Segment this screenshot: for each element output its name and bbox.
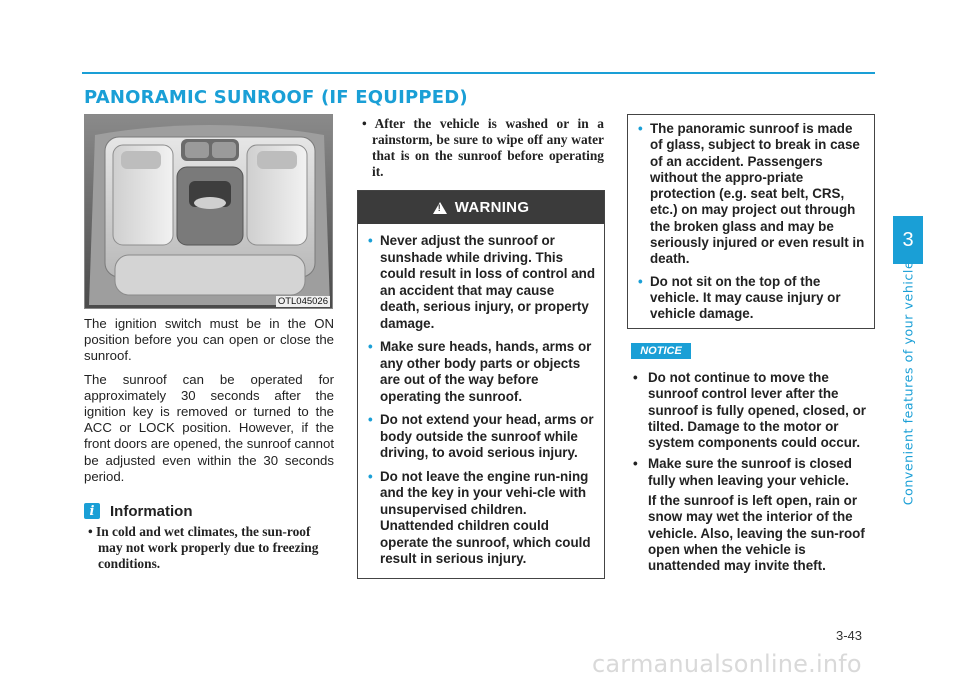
notice-badge: NOTICE [631,343,691,359]
body-text [84,316,334,492]
warning-header [358,191,604,224]
warning-list [358,224,604,568]
paragraph: The ignition switch must be in the ON position before you can open or close the sunroof. [84,316,334,364]
list-item: • Do not extend your head, arms or body outside the sunroof while driving, to avoid serious injury. [368,412,596,462]
notice-item-extra: If the sunroof is left open, rain or snow may wet the interior of the vehicle. Also, leaving the sun-roof open when the vehicle is unattended may invite theft. [648,493,865,574]
overhead-console-photo [84,114,333,309]
list-item [627,370,877,451]
list-item: • In cold and wet climates, the sun-roof may not work properly due to freezing conditions. [84,524,334,572]
chapter-title-side [898,260,918,505]
information-list [84,524,334,572]
photo-code: OTL045026 [277,296,328,307]
caution-box [627,114,875,329]
list-item: • Do not leave the engine run-ning and the key in your vehi-cle with unsupervised children. Unattended children could operate the sunroof, which could result in serious injury. [368,469,596,568]
list-item: • After the vehicle is washed or in a rainstorm, be sure to wipe off any water that is on the sunroof before operating it. [358,116,604,180]
information-heading [84,502,193,520]
list-item: • Never adjust the sunroof or sunshade while driving. This could result in loss of control and an accident that may cause death, serious injury, or property damage. [368,233,596,332]
warning-triangle-icon: ! [433,202,447,214]
wash-note-list [358,116,604,180]
watermark: carmanualsonline.info [592,650,862,678]
page-number: 3-43 [836,628,863,643]
overhead-console-illustration [85,115,333,309]
paragraph: The sunroof can be operated for approximately 30 seconds after the ignition key is removed or turned to the ACC or LOCK position. However, if the front doors are opened, the sunroof cannot be adjusted even within the 30 seconds period. [84,371,335,484]
list-item: • Make sure heads, hands, arms or any other body parts or objects are out of the way before operating the sunroof. [368,339,596,405]
caution-list [628,115,874,323]
information-title: Information [110,502,193,520]
chapter-number-tab: 3 [893,216,923,264]
section-title: PANORAMIC SUNROOF (IF EQUIPPED) [84,87,468,108]
list-item: • The panoramic sunroof is made of glass, subject to break in case of an accident. Passengers without the appro-priate protection (e.g. seat belt, CRS, etc.) on may project out through the broken glass and may be seriously injured or even result in death. [638,121,866,268]
info-icon: i [84,503,100,519]
notice-list [627,370,877,580]
notice-item-text: Do not continue to move the sunroof control lever after the sunroof is fully opened, closed, or tilted. Damage to the motor or system components could occur. [648,370,866,451]
list-item: • Do not sit on the top of the vehicle. It may cause injury or vehicle damage. [638,274,866,323]
chapter-title: Convenient features of your vehicle [900,260,916,505]
warning-label: WARNING [454,199,530,216]
warning-box [357,190,605,579]
list-item [627,456,877,574]
top-rule [82,72,875,74]
notice-item-text: Make sure the sunroof is closed fully when leaving your vehicle. [648,456,852,488]
